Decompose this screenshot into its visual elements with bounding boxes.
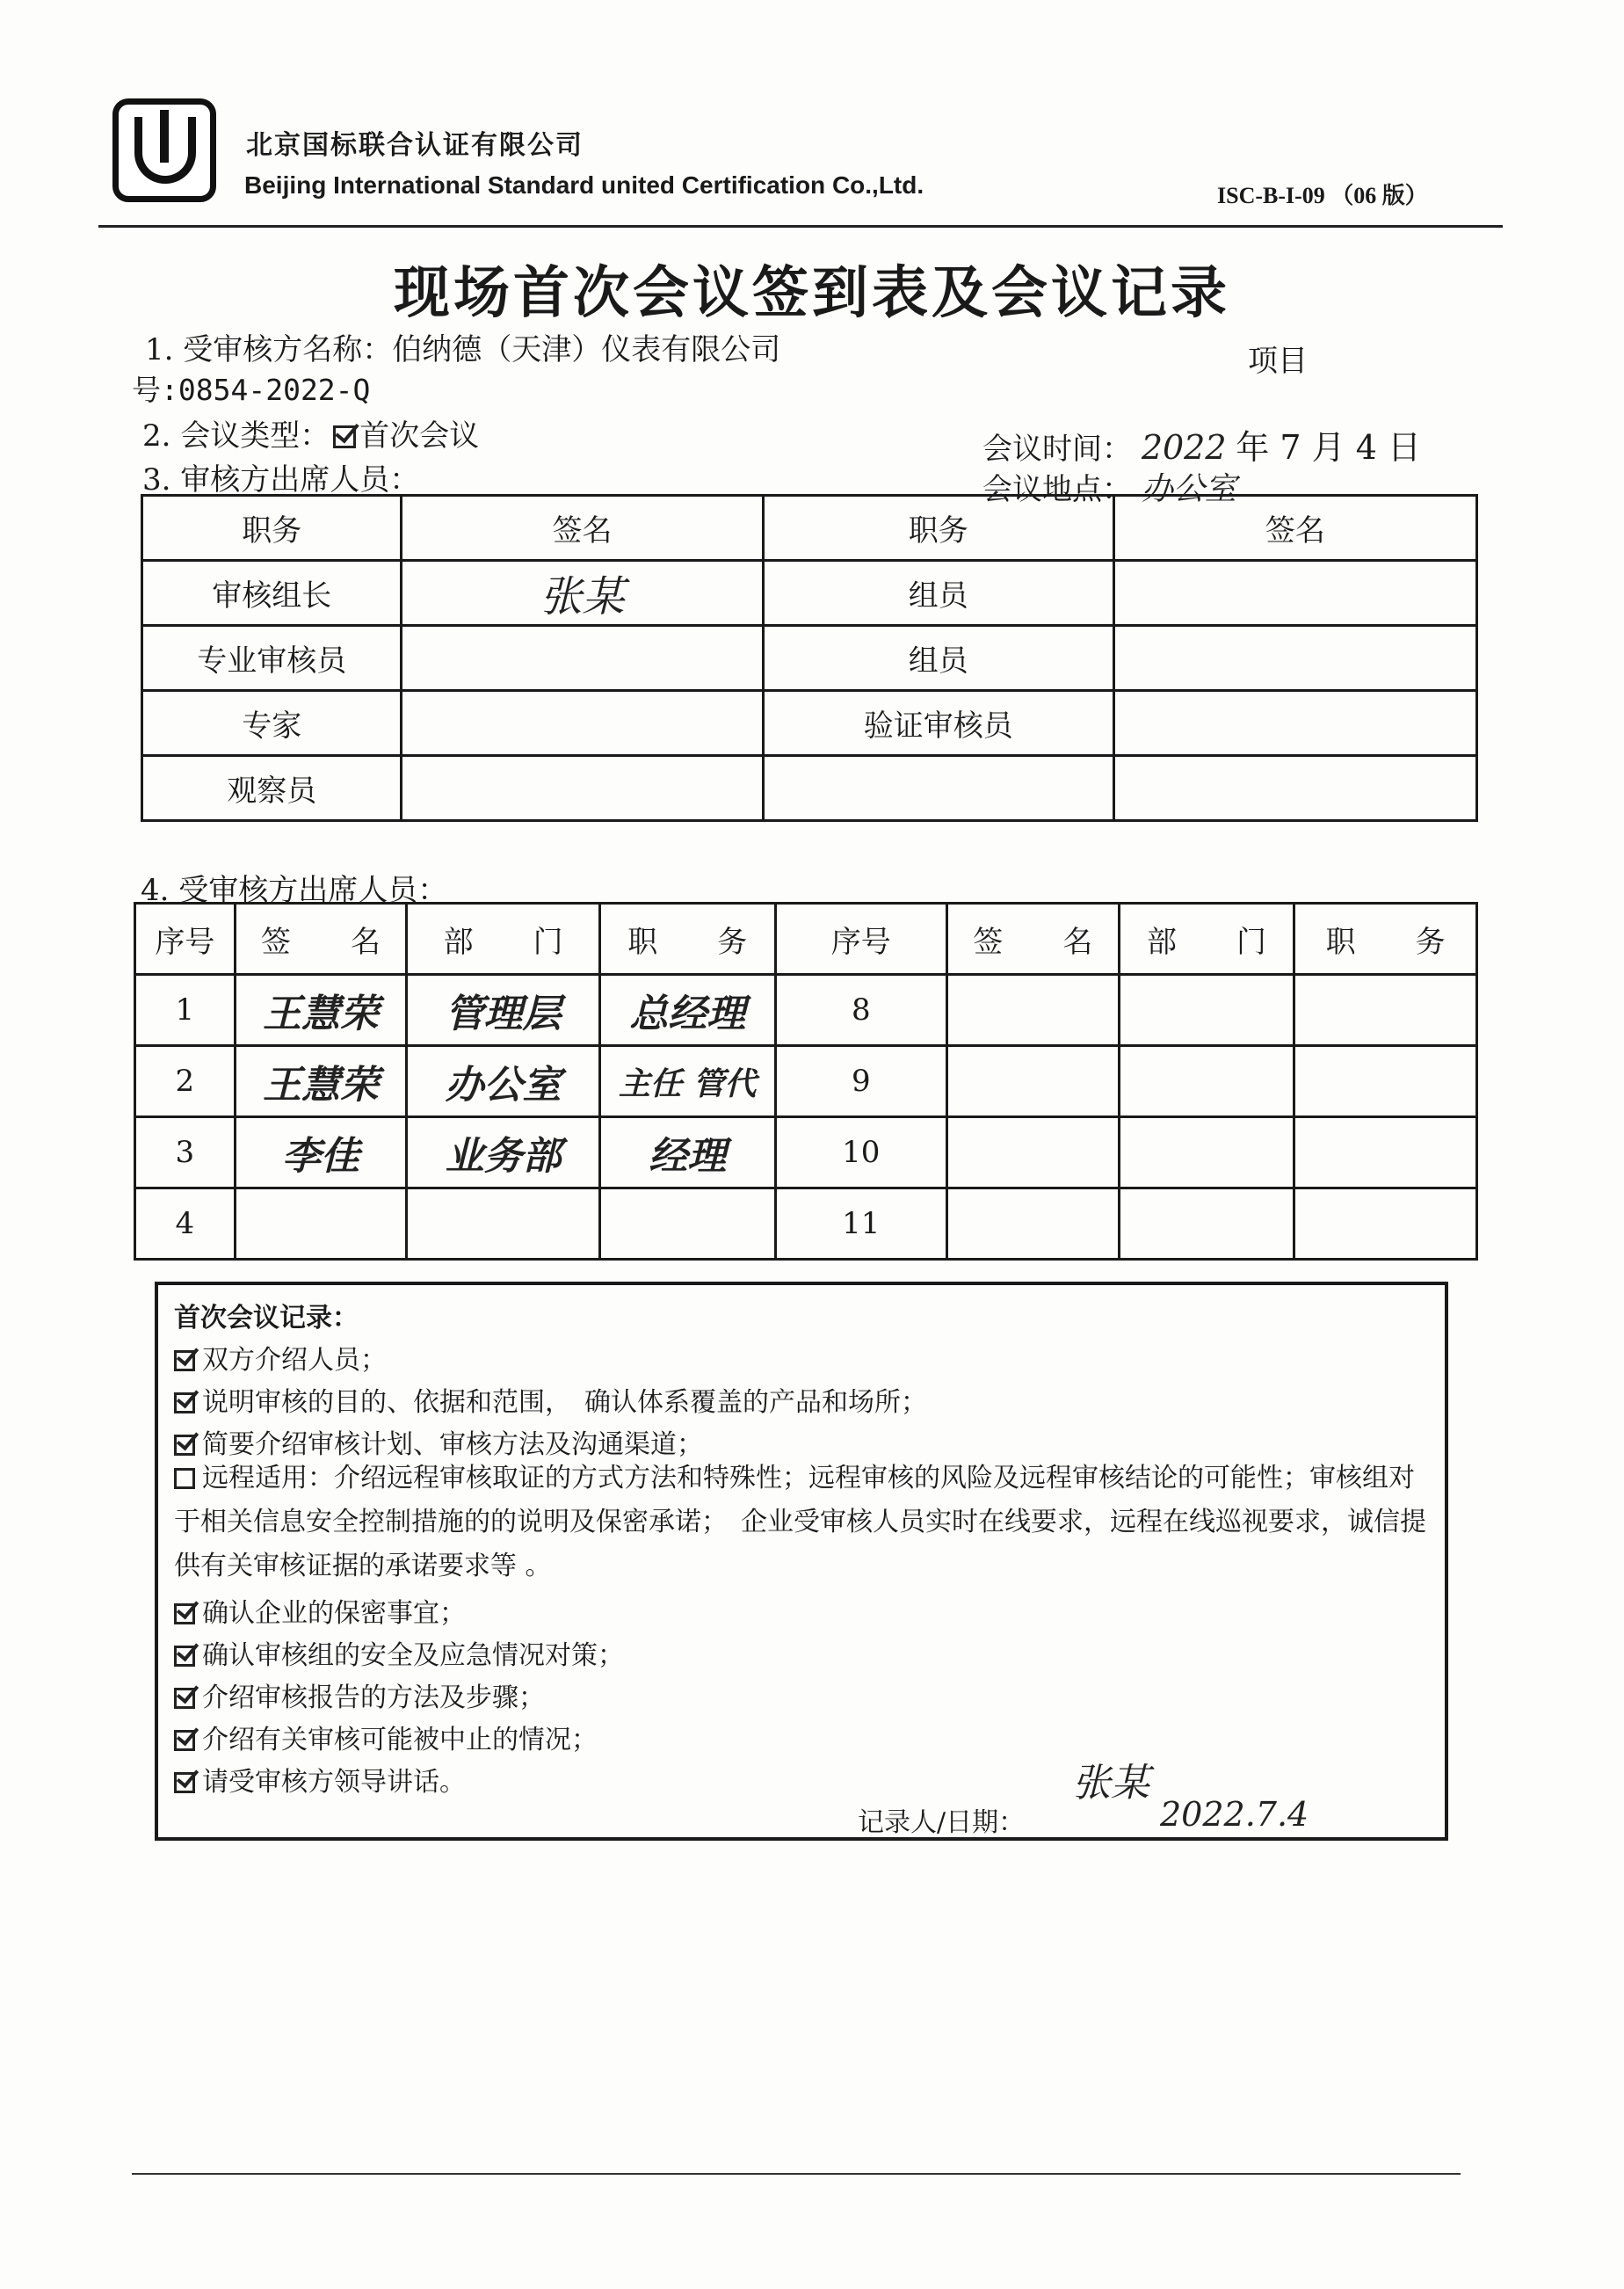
record-item	[174, 1380, 927, 1419]
department-cell	[407, 1188, 600, 1260]
signature-cell: 张某	[402, 561, 763, 626]
checkbox-checked-icon	[174, 1435, 195, 1456]
meeting-type	[142, 411, 479, 454]
record-item-text: 说明审核的目的、依据和范围， 确认体系覆盖的产品和场所；	[202, 1387, 927, 1418]
meeting-type-label: 2. 会议类型：	[142, 418, 330, 454]
checkbox-checked-icon	[174, 1646, 195, 1667]
table-row	[142, 756, 1477, 821]
record-item	[174, 1591, 466, 1630]
record-item	[174, 1422, 703, 1461]
row-number: 10	[775, 1117, 946, 1188]
record-remote-text: 远程适用：介绍远程审核取证的方式方法和特殊性；远程审核的风险及远程审核结论的可能性；审核组对于相关信息安全控制措施的的说明及保密承诺； 企业受审核人员实时在线要求，远程在线巡视要求，诚信提供有关审核证据的承诺要求等 。	[174, 1463, 1426, 1581]
position-cell	[1294, 1188, 1477, 1260]
table-header-row	[142, 496, 1477, 561]
record-item-text: 双方介绍人员；	[202, 1345, 387, 1376]
auditee-attendees-table	[134, 902, 1478, 1261]
company-name-cn: 北京国标联合认证有限公司	[246, 130, 584, 161]
meeting-place-value: 办公室	[1141, 471, 1236, 507]
header-cell: 序号	[135, 904, 236, 975]
position-cell	[1294, 975, 1477, 1046]
footer-divider	[132, 2173, 1461, 2175]
document-code: ISC-B-I-09 （06 版）	[1217, 183, 1428, 208]
recorder-date: 2022.7.4	[1160, 1795, 1309, 1834]
checkbox-checked-icon	[174, 1730, 195, 1751]
header-cell: 序号	[775, 904, 946, 975]
header-cell: 签名	[1113, 496, 1476, 561]
signature-cell: 王慧荣	[235, 1046, 407, 1117]
record-item-text: 确认审核组的安全及应急情况对策；	[202, 1640, 624, 1671]
record-item-text: 介绍审核报告的方法及步骤；	[202, 1682, 545, 1713]
table-row	[142, 561, 1477, 626]
signature-cell	[947, 1117, 1120, 1188]
record-remote-item	[174, 1457, 1431, 1588]
signature-cell	[1113, 691, 1476, 756]
signature-cell	[947, 1046, 1120, 1117]
meeting-time-label: 会议时间：	[982, 432, 1132, 467]
position-cell: 主任 管代	[599, 1046, 775, 1117]
auditee-attendees-label: 4. 受审核方出席人员：	[141, 873, 448, 908]
header-cell: 职 务	[599, 904, 775, 975]
signature-cell	[1113, 561, 1476, 626]
position-cell	[1294, 1117, 1477, 1188]
meeting-type-value: 首次会议	[359, 418, 480, 454]
record-item	[174, 1675, 545, 1714]
record-item	[174, 1338, 387, 1377]
auditor-attendees-label: 3. 审核方出席人员：	[142, 462, 420, 498]
recorder-signature: 张某	[1072, 1761, 1149, 1806]
audit-team-table	[141, 494, 1478, 822]
meeting-record-box	[155, 1282, 1448, 1841]
row-number: 4	[135, 1188, 236, 1260]
record-heading: 首次会议记录：	[174, 1303, 359, 1333]
role-cell: 观察员	[142, 756, 402, 821]
checkbox-checked-icon	[174, 1603, 195, 1624]
position-cell	[599, 1188, 775, 1260]
row-number: 1	[135, 975, 236, 1046]
record-item-text: 介绍有关审核可能被中止的情况；	[202, 1725, 598, 1755]
header-cell: 签名	[402, 496, 763, 561]
signature-cell	[402, 691, 763, 756]
department-cell: 管理层	[407, 975, 600, 1046]
table-row	[135, 975, 1477, 1046]
table-row	[142, 691, 1477, 756]
department-cell	[1119, 1046, 1294, 1117]
role-cell: 专业审核员	[142, 626, 402, 691]
checkbox-unchecked-icon	[174, 1468, 195, 1489]
department-cell	[1119, 1188, 1294, 1260]
header-cell: 签 名	[947, 904, 1120, 975]
header-divider	[98, 225, 1503, 228]
checkbox-checked-icon	[174, 1688, 195, 1709]
signature-cell	[947, 1188, 1120, 1260]
header-cell: 职 务	[1294, 904, 1477, 975]
department-cell	[1119, 1117, 1294, 1188]
role-cell: 审核组长	[142, 561, 402, 626]
meeting-time-date: 年 7 月 4 日	[1236, 428, 1422, 467]
checkbox-checked-icon	[333, 425, 356, 448]
position-cell	[1294, 1046, 1477, 1117]
recorder-label: 记录人/日期：	[858, 1807, 1026, 1838]
row-number: 3	[135, 1117, 236, 1188]
record-item-text: 确认企业的保密事宜；	[202, 1598, 466, 1629]
signature-cell	[1113, 756, 1476, 821]
company-logo-icon	[112, 98, 216, 202]
signature-cell	[1113, 626, 1476, 691]
record-item	[174, 1760, 466, 1798]
header-cell: 部 门	[407, 904, 600, 975]
department-cell	[1119, 975, 1294, 1046]
meeting-place-label: 会议地点：	[982, 472, 1132, 507]
checkbox-checked-icon	[174, 1392, 195, 1413]
header-cell: 职务	[763, 496, 1113, 561]
auditee-name: 1. 受审核方名称：伯纳德（天津）仪表有限公司	[145, 332, 781, 367]
department-cell: 办公室	[407, 1046, 600, 1117]
signature-cell	[235, 1188, 407, 1260]
signature-cell: 王慧荣	[235, 975, 407, 1046]
record-item-text: 请受审核方领导讲话。	[202, 1767, 466, 1798]
header-cell: 部 门	[1119, 904, 1294, 975]
role-cell: 验证审核员	[763, 691, 1113, 756]
record-item	[174, 1633, 624, 1672]
header-cell: 职务	[142, 496, 402, 561]
row-number: 9	[775, 1046, 946, 1117]
signature-cell	[402, 756, 763, 821]
record-item	[174, 1718, 598, 1756]
checkbox-checked-icon	[174, 1350, 195, 1371]
department-cell: 业务部	[407, 1117, 600, 1188]
role-cell: 专家	[142, 691, 402, 756]
meeting-time-year: 2022	[1141, 428, 1227, 467]
position-cell: 经理	[599, 1117, 775, 1188]
position-cell: 总经理	[599, 975, 775, 1046]
table-row	[142, 626, 1477, 691]
meeting-time	[982, 420, 1421, 469]
table-header-row	[135, 904, 1477, 975]
row-number: 2	[135, 1046, 236, 1117]
page-title: 现场首次会议签到表及会议记录	[394, 260, 1230, 326]
signature-cell: 李佳	[235, 1117, 407, 1188]
company-name-en: Beijing International Standard united Certification Co.,Ltd.	[244, 171, 924, 199]
header-cell: 签 名	[235, 904, 407, 975]
table-row	[135, 1117, 1477, 1188]
row-number: 11	[775, 1188, 946, 1260]
checkbox-checked-icon	[174, 1772, 195, 1793]
table-row	[135, 1188, 1477, 1260]
project-label: 项目	[1248, 344, 1308, 379]
signature-cell	[947, 975, 1120, 1046]
role-cell: 组员	[763, 561, 1113, 626]
project-number: 号:0854-2022-Q	[132, 373, 371, 407]
signature-cell	[402, 626, 763, 691]
row-number: 8	[775, 975, 946, 1046]
table-row	[135, 1046, 1477, 1117]
record-item-text: 简要介绍审核计划、审核方法及沟通渠道；	[202, 1429, 703, 1460]
role-cell: 组员	[763, 626, 1113, 691]
role-cell	[763, 756, 1113, 821]
